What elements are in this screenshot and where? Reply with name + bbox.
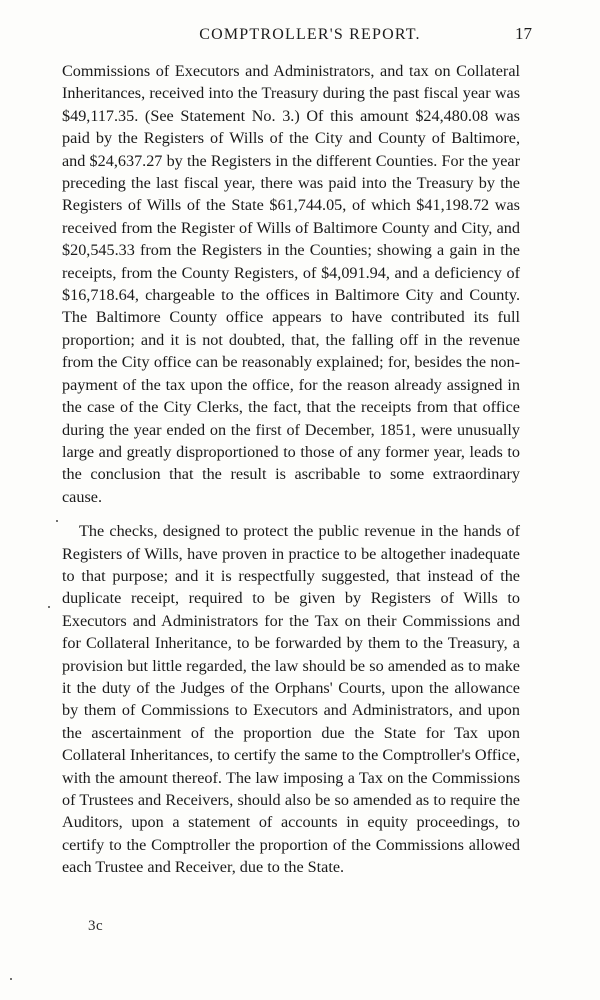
page-number: 17 [515, 24, 532, 43]
body-text [62, 60, 520, 879]
print-speck [48, 606, 50, 608]
print-speck [56, 520, 58, 522]
paragraph-2: The checks, designed to protect the public revenue in the hands of Registers of Wills, have proven in practice to be altogether inadequate to that purpose; and it is respectfully suggested, that instead of the duplicate receipt, required to be given by Registers of Wills to Executors and Administrators for the Tax on their Commissions and for Collateral Inheritance, to be forwarded by them to the Treasury, a provision but little regarded, the law should be so amended as to make it the duty of the Judges of the Orphans' Courts, upon the allowance by them of Commissions to Executors and Administrators, and upon the ascertainment of the proportion due the State for Tax upon Collateral Inheritances, to certify the same to the Comptroller's Office, with the amount thereof. The law imposing a Tax on the Commissions of Trustees and Receivers, should also be so amended as to require the Auditors, upon a statement of accounts in equity proceedings, to certify to the Comptroller the proportion of the Commissions allowed each Trustee and Receiver, due to the State. [62, 522, 520, 877]
paragraph-1: Commissions of Executors and Administrators, and tax on Collateral Inheritances, received into the Treasury during the past fiscal year was $49,117.35. (See Statement No. 3.) Of this amount $24,480.08 was paid by the Registers of Wills of the City and County of Baltimore, and $24,637.27 by the Registers in the different Counties. For the year preceding the last fiscal year, there was paid into the Treasury by the Registers of Wills of the State $61,744.05, of which $41,198.72 was received from the Register of Wills of Baltimore County and City, and $20,545.33 from the Registers in the Counties; showing a gain in the receipts, from the County Registers, of $4,091.94, and a deficiency of $16,718.64, chargeable to the offices in Baltimore City and County. The Baltimore County office appears to have contributed its full proportion; and it is not doubted, that, the falling off in the revenue from the City office can be reasonably explained; for, besides the non-payment of the tax upon the office, for the reason already assigned in the case of the City Clerks, the fact, that the receipts from that office during the year ended on the first of December, 1851, were unusually large and greatly disproportioned to those of any former year, leads to the conclusion that the result is ascribable to some extraordinary cause. [62, 62, 520, 506]
signature-mark: 3c [88, 918, 104, 934]
print-speck [10, 978, 12, 980]
running-head-title: COMPTROLLER'S REPORT. [199, 26, 421, 43]
